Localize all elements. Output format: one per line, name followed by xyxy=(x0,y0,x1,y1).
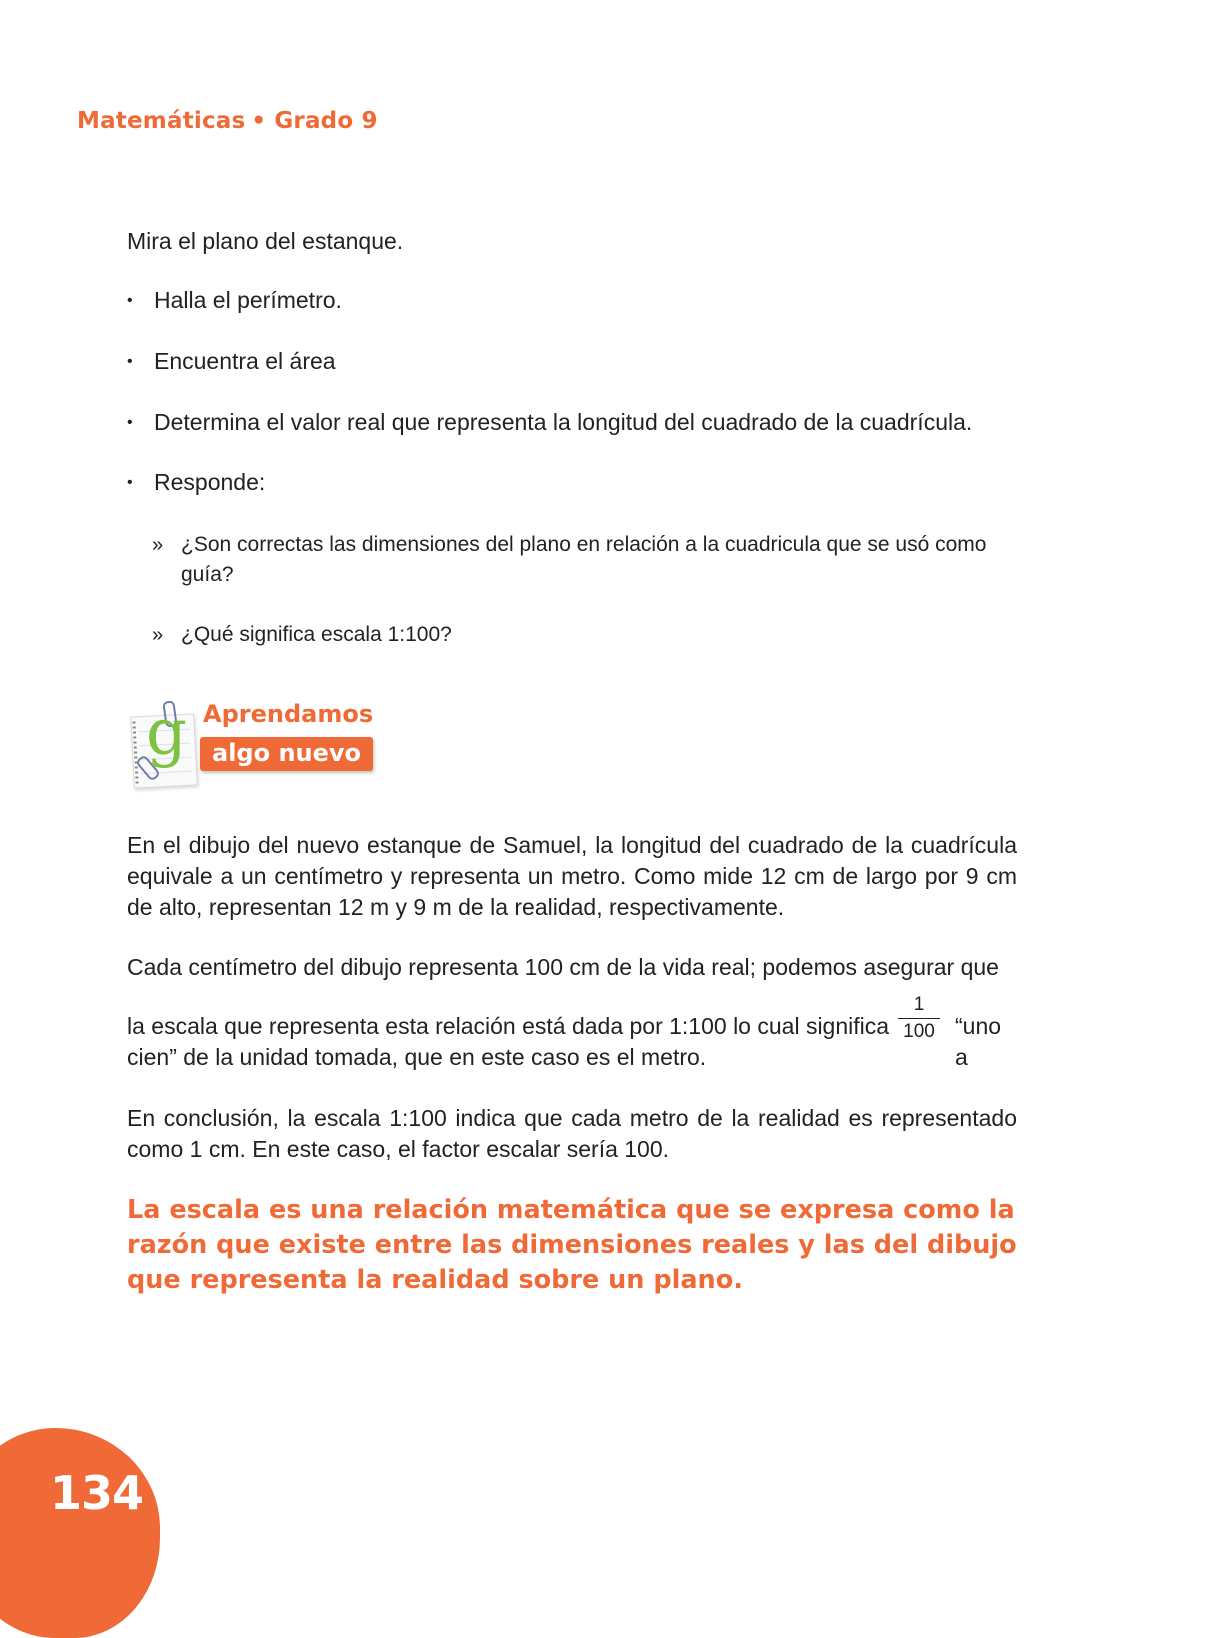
badge-title: Aprendamos xyxy=(203,700,374,728)
page-header xyxy=(77,108,378,134)
paragraph-text: cien” de la unidad tomada, que en este caso es el metro. xyxy=(127,1044,707,1070)
paragraph: En conclusión, la escala 1:100 indica que cada metro de la realidad es representado como 1 cm. En este caso, el factor escalar sería 100. xyxy=(127,1105,1017,1162)
paragraph-text: “uno a xyxy=(955,1013,1002,1070)
intro-text: Mira el plano del estanque. xyxy=(127,228,404,254)
paragraph: Cada centímetro del dibujo representa 100 cm de la vida real; podemos asegurar que xyxy=(127,954,999,980)
sub-mark: » xyxy=(152,534,164,556)
sub-question-text: ¿Qué significa escala 1:100? xyxy=(181,623,452,646)
aprendamos-badge xyxy=(128,697,378,793)
bullet-mark: • xyxy=(127,474,133,491)
bullet-mark: • xyxy=(127,353,133,370)
bullet-text: Halla el perímetro. xyxy=(154,287,342,313)
sub-question xyxy=(152,620,1012,650)
bullet-mark: • xyxy=(127,414,133,431)
paragraph-with-fraction xyxy=(127,994,1017,1073)
page-number-blob xyxy=(0,1428,160,1638)
header-subject: Matemáticas xyxy=(77,108,246,134)
badge-subtitle: algo nuevo xyxy=(200,737,373,771)
paragraph-text: la escala que representa esta relación está dada por 1:100 lo cual significa xyxy=(127,1013,890,1039)
fraction-numerator: 1 xyxy=(898,994,940,1019)
header-separator: • xyxy=(251,108,267,134)
bullet-text: Responde: xyxy=(154,469,266,495)
bullet-text: Determina el valor real que representa la longitud del cuadrado de la cuadrícula. xyxy=(154,409,973,435)
sub-question-text: ¿Son correctas las dimensiones del plano en relación a la cuadricula que se usó como guía? xyxy=(181,533,987,586)
fraction-denominator: 100 xyxy=(903,1021,935,1042)
page-number: 134 xyxy=(50,1466,144,1520)
g-letter-icon: g xyxy=(146,696,187,770)
sub-question xyxy=(152,530,1012,590)
fraction xyxy=(898,994,940,1043)
bullet-text: Encuentra el área xyxy=(154,348,336,374)
bullet-mark: • xyxy=(127,292,133,309)
bullet-item xyxy=(127,407,972,438)
header-grade: Grado 9 xyxy=(274,108,378,134)
key-concept: La escala es una relación matemática que se expresa como la razón que existe entre las dimensiones reales y las del dibujo que representa la realidad sobre un plano. xyxy=(127,1195,1017,1295)
paragraph: En el dibujo del nuevo estanque de Samuel, la longitud del cuadrado de la cuadrícula equivale a un centímetro y representa un metro. Como mide 12 cm de largo por 9 cm de alto, representan 12 m y 9 m de la realidad, respectivamente. xyxy=(127,832,1017,920)
bullet-item xyxy=(127,467,265,498)
sub-mark: » xyxy=(152,624,164,646)
bullet-item xyxy=(127,346,336,377)
bullet-item xyxy=(127,285,342,316)
